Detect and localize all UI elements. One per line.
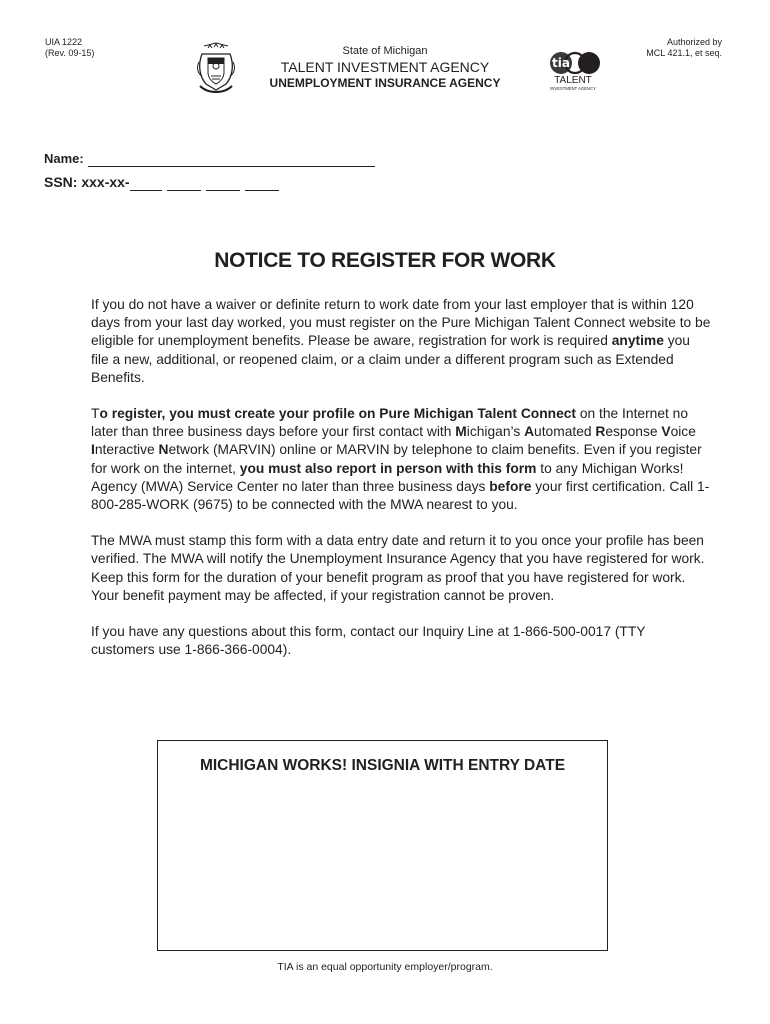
emphasis-text: o register, you must create your profile on Pure Michigan Talent Connect [99,406,577,422]
paragraph-text: your first certification. Call 1-800-285-WORK (9675) to be connected with the MWA nearest to you. [91,478,710,513]
paragraph-text: ichigan’s [466,424,525,440]
ssn-field [44,173,375,191]
tia-logo-mark: tia [552,56,570,70]
paragraph-text: esponse [605,424,662,440]
form-revision: (Rev. 09-15) [45,48,95,58]
authorized-line-1: Authorized by [666,37,722,47]
stamp-area-title: MICHIGAN WORKS! INSIGNIA WITH ENTRY DATE [199,757,566,774]
tia-logo-word: TALENT [554,75,592,86]
paragraph-text: etwork (MARVIN) online or MARVIN by telephone to claim benefits. Even if you register for work on the internet, [91,442,702,476]
ssn-digit-blank[interactable] [130,177,162,191]
paragraph-text: oice [670,424,696,440]
acronym-letter: I [91,442,95,458]
paragraph-contact: If you have any questions about this form, contact our Inquiry Line at 1-866-500-0017 (TTY customers use 1-866-366-0004). [91,624,646,658]
paragraph-text: utomated [534,424,596,440]
paragraph-text: you file a new, additional, or reopened claim, or a claim under a different program such as Extended Benefits. [91,333,690,385]
emphasis-text: you must also report in person with this form [239,460,537,476]
agency-heading [0,45,770,91]
paragraph-text: to any Michigan Works! Agency (MWA) Service Center no later than three business days [91,460,684,494]
acronym-letter: A [524,424,535,440]
authorized-line-2: MCL 421.1, et seq. [646,48,722,58]
paragraph-text: T [91,406,100,422]
ssn-label: SSN: xxx-xx- [44,174,130,190]
claimant-fields [44,151,375,191]
agency-name: TALENT INVESTMENT AGENCY [280,59,490,75]
acronym-letter: V [661,424,671,440]
acronym-letter: N [158,442,169,458]
document-title: NOTICE TO REGISTER FOR WORK [214,249,556,272]
emphasis-text: before [489,478,532,494]
state-name: State of Michigan [342,45,428,57]
name-input-line[interactable] [88,154,375,167]
paragraph-verification: The MWA must stamp this form with a data entry date and return it to you once your profile has been verified. The MWA will notify the Unemployment Insurance Agency that you have registered for work. Keep this form for the duration of your benefit program as proof that you have registered for work. Your benefit payment may be affected, if your registration cannot be proven. [91,533,705,603]
paragraph-text: on the Internet no later than three business days before your first contact with [91,406,689,440]
paragraph-text: If you do not have a waiver or definite return to work date from your last employer that is within 120 days from your last day worked, you must register on the Pure Michigan Talent Connect website to be eligible for unemployment benefits. Please be aware, registration for work is required [91,297,711,349]
emphasis-text: anytime [611,333,664,349]
name-field [44,151,375,167]
name-label: Name: [44,151,84,166]
tia-logo-subword: INVESTMENT AGENCY [550,86,596,91]
acronym-letter: M [455,424,467,440]
sub-agency-name: UNEMPLOYMENT INSURANCE AGENCY [269,76,501,90]
ssn-digit-blank[interactable] [206,177,240,191]
ssn-digit-blank[interactable] [245,177,279,191]
footer-note: TIA is an equal opportunity employer/program. [277,961,493,973]
notice-body [91,296,711,677]
acronym-letter: R [595,424,606,440]
form-number: UIA 1222 [45,37,83,47]
paragraph-registration [91,405,711,514]
ssn-digit-blank[interactable] [167,177,201,191]
tia-logo-icon [543,50,603,92]
paragraph-text: nteractive [94,442,159,458]
paragraph-eligibility [91,296,711,387]
stamp-area [157,740,608,951]
